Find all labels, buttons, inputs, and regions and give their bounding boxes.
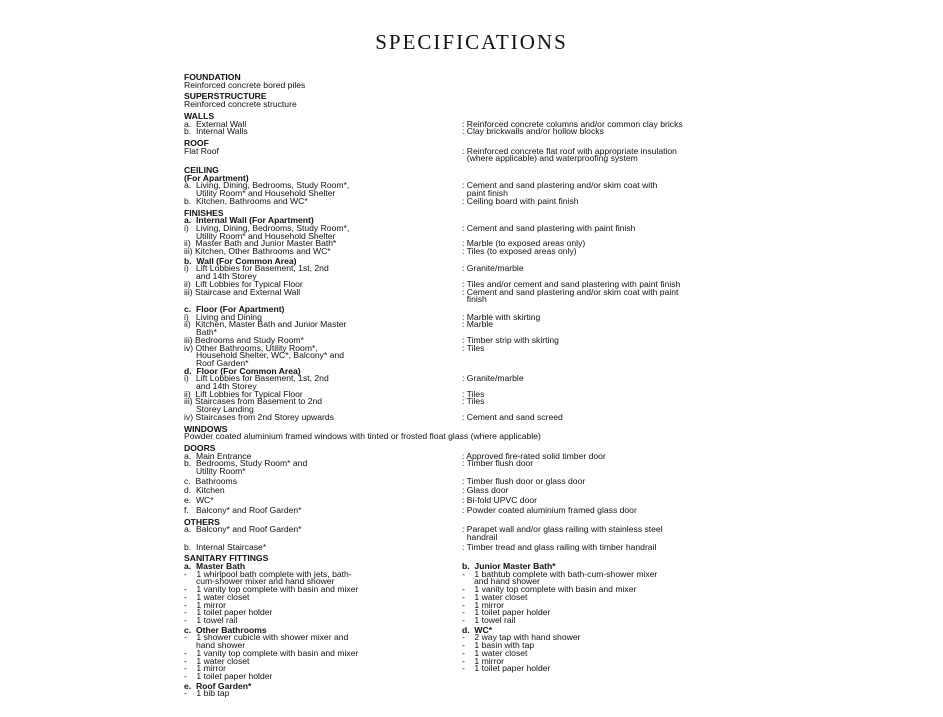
spec-item-value: : Bi-fold UPVC door bbox=[462, 495, 537, 506]
spec-item-label: - 1 water closet bbox=[462, 591, 528, 602]
spec-item-label: iv) Staircases from 2nd Storey upwards bbox=[184, 411, 334, 422]
spec-item-value: paint finish bbox=[462, 188, 508, 199]
spec-row bbox=[184, 128, 784, 136]
spec-item-label: b. Internal Staircase* bbox=[184, 541, 267, 552]
spec-row bbox=[184, 504, 784, 515]
spec-item-label: iii) Staircases from Basement to 2nd bbox=[184, 396, 323, 407]
spec-item-value: : Granite/marble bbox=[462, 373, 524, 384]
spec-item-label: Storey Landing bbox=[184, 404, 254, 415]
spec-row bbox=[184, 617, 462, 625]
spec-row bbox=[184, 541, 784, 552]
spec-row bbox=[184, 670, 462, 681]
specifications-body bbox=[184, 74, 784, 698]
spec-item-value: : Timber strip with skirting bbox=[462, 334, 559, 345]
spec-item-label: ROOF bbox=[184, 137, 209, 148]
spec-row bbox=[184, 411, 784, 422]
spec-item-label: and 14th Storey bbox=[184, 271, 257, 282]
spec-item-value: : Timber flush door bbox=[462, 458, 534, 469]
spec-item-label: b. Kitchen, Bathrooms and WC* bbox=[184, 195, 308, 206]
spec-row bbox=[184, 375, 784, 383]
spec-item-label: - 1 mirror bbox=[184, 599, 227, 610]
spec-row bbox=[184, 690, 462, 698]
spec-item-value: : Ceiling board with paint finish bbox=[462, 195, 579, 206]
spec-item-value: : Cement and sand screed bbox=[462, 411, 563, 422]
spec-item-label: c. Other Bathrooms bbox=[184, 624, 267, 635]
spec-section bbox=[184, 207, 784, 426]
spec-row bbox=[462, 665, 762, 673]
spec-item-label: ii) Kitchen, Master Bath and Junior Master bbox=[184, 319, 347, 330]
spec-item-label: e. Roof Garden* bbox=[184, 680, 252, 691]
spec-row bbox=[184, 398, 784, 406]
spec-row bbox=[184, 265, 784, 273]
spec-item-label: - 2 way tap with hand shower bbox=[462, 632, 581, 643]
spec-item-label: e. WC* bbox=[184, 495, 214, 506]
spec-item-label: - 1 water closet bbox=[462, 647, 528, 658]
spec-item-value: : Tiles bbox=[462, 342, 485, 353]
spec-item-value: : Parapet wall and/or glass railing with stainless steel bbox=[462, 524, 663, 535]
spec-row bbox=[462, 647, 762, 658]
spec-item-label: - 1 toilet paper holder bbox=[184, 670, 273, 681]
spec-item-label: a. Living, Dining, Bedrooms, Study Room*, bbox=[184, 180, 350, 191]
spec-item-label: iii) Kitchen, Other Bathrooms and WC* bbox=[184, 246, 331, 257]
spec-item-label: ii) Lift Lobbies for Typical Floor bbox=[184, 388, 303, 399]
spec-item-label: WALLS bbox=[184, 110, 215, 121]
spec-item-label: SUPERSTRUCTURE bbox=[184, 91, 267, 102]
spec-item-label: b. Internal Walls bbox=[184, 126, 248, 137]
spec-section bbox=[184, 442, 784, 519]
spec-item-label: d. WC* bbox=[462, 624, 493, 635]
spec-item-value: : Tiles bbox=[462, 388, 485, 399]
spec-item-label: d. Floor (For Common Area) bbox=[184, 365, 301, 376]
spec-item-label: - 1 water closet bbox=[184, 591, 250, 602]
spec-item-label: Utility Room* and Household Shelter bbox=[184, 230, 336, 241]
spec-item-label: a. Master Bath bbox=[184, 561, 246, 572]
spec-row bbox=[184, 296, 784, 304]
spec-item-label: d. Kitchen bbox=[184, 485, 225, 496]
spec-row bbox=[184, 352, 784, 360]
spec-item-label: cum-shower mixer and hand shower bbox=[184, 576, 335, 587]
spec-row bbox=[184, 487, 784, 495]
spec-row bbox=[184, 433, 784, 441]
spec-item-label: i) Living and Dining bbox=[184, 311, 262, 322]
spec-item-value: : Glass door bbox=[462, 485, 509, 496]
spec-row bbox=[184, 468, 784, 476]
spec-item-label: and 14th Storey bbox=[184, 381, 257, 392]
spec-item-label: f. Balcony* and Roof Garden* bbox=[184, 504, 302, 515]
spec-item-value: (where applicable) and waterproofing system bbox=[462, 153, 638, 164]
spec-item-label: Flat Roof bbox=[184, 145, 219, 156]
spec-row bbox=[462, 591, 762, 602]
spec-item-label: Utility Room* and Household Shelter bbox=[184, 188, 336, 199]
spec-item-label: i) Lift Lobbies for Basement, 1st, 2nd bbox=[184, 373, 329, 384]
spec-item-label: - 1 whirlpool bath complete with jets, bath- bbox=[184, 568, 352, 579]
spec-item-value: : Marble with skirting bbox=[462, 311, 541, 322]
spec-heading bbox=[184, 167, 784, 175]
spec-item-value: : Marble bbox=[462, 319, 494, 330]
spec-item-label: a. Balcony* and Roof Garden* bbox=[184, 524, 302, 535]
spec-item-value: : Cement and sand plastering and/or skim coat with paint bbox=[462, 286, 679, 297]
spec-row bbox=[184, 460, 784, 468]
spec-item-value: : Marble (to exposed areas only) bbox=[462, 238, 586, 249]
spec-item-value: handrail bbox=[462, 531, 498, 542]
spec-row bbox=[184, 79, 784, 90]
spec-item-value: : Tiles (to exposed areas only) bbox=[462, 246, 577, 257]
spec-item-label: Reinforced concrete structure bbox=[184, 99, 297, 110]
spec-item-label: b. Junior Master Bath* bbox=[462, 561, 556, 572]
spec-item-label: DOORS bbox=[184, 442, 216, 453]
spec-item-label: - 1 toilet paper holder bbox=[462, 607, 551, 618]
spec-item-label: - 1 vanity top complete with basin and mixer bbox=[184, 584, 359, 595]
spec-item-label: OTHERS bbox=[184, 516, 220, 527]
spec-item-label: c. Floor (For Apartment) bbox=[184, 303, 285, 314]
spec-section bbox=[184, 423, 784, 445]
spec-item-label: Bath* bbox=[184, 327, 217, 338]
spec-section bbox=[184, 516, 784, 556]
spec-item-label: - 1 shower cubicle with shower mixer and bbox=[184, 632, 349, 643]
spec-item-label: (For Apartment) bbox=[184, 172, 249, 183]
spec-item-label: and hand shower bbox=[462, 576, 540, 587]
sanitary-right-column bbox=[462, 563, 762, 698]
spec-item-value: : Cement and sand plastering and/or skim coat with bbox=[462, 180, 658, 191]
spec-item-label: ii) Master Bath and Junior Master Bath* bbox=[184, 238, 337, 249]
spec-item-label: b. Wall (For Common Area) bbox=[184, 255, 297, 266]
spec-item-label: ii) Lift Lobbies for Typical Floor bbox=[184, 278, 303, 289]
sanitary-left-column bbox=[184, 563, 462, 698]
spec-item-label: iii) Staircase and External Wall bbox=[184, 286, 301, 297]
spec-item-label: a. External Wall bbox=[184, 118, 247, 129]
sanitary-heading: SANITARY FITTINGS bbox=[184, 553, 269, 564]
spec-item-label: iv) Other Bathrooms, Utility Room*, bbox=[184, 342, 318, 353]
spec-item-value: : Cement and sand plastering with paint finish bbox=[462, 222, 636, 233]
spec-item-label: FINISHES bbox=[184, 207, 224, 218]
spec-section bbox=[184, 93, 784, 112]
spec-item-value: : Tiles and/or cement and sand plastering with paint finish bbox=[462, 278, 681, 289]
spec-item-label: - 1 toilet paper holder bbox=[462, 663, 551, 674]
spec-item-value: : Granite/marble bbox=[462, 263, 524, 274]
spec-item-label: - 1 mirror bbox=[462, 655, 505, 666]
spec-row bbox=[184, 475, 784, 486]
spec-item-label: c. Bathrooms bbox=[184, 475, 238, 486]
spec-row bbox=[184, 195, 784, 206]
spec-row bbox=[462, 617, 762, 625]
spec-row bbox=[184, 155, 784, 163]
page-title: SPECIFICATIONS bbox=[375, 30, 568, 54]
spec-row bbox=[184, 248, 784, 256]
spec-item-label: iii) Bedrooms and Study Room* bbox=[184, 334, 304, 345]
spec-item-label: Household Shelter, WC*, Balcony* and bbox=[184, 350, 345, 361]
spec-item-label: Roof Garden* bbox=[184, 357, 249, 368]
spec-item-label: hand shower bbox=[184, 640, 246, 651]
spec-item-label: FOUNDATION bbox=[184, 72, 241, 82]
spec-section bbox=[184, 110, 784, 140]
spec-item-label: - 1 water closet bbox=[184, 655, 250, 666]
spec-item-value: : Approved fire-rated solid timber door bbox=[462, 450, 606, 461]
spec-item-label: - 1 basin with tap bbox=[462, 640, 535, 651]
spec-item-label: - 1 bib tap bbox=[184, 688, 230, 699]
spec-item-label: - 1 mirror bbox=[184, 663, 227, 674]
spec-item-value: : Timber tread and glass railing with timber handrail bbox=[462, 541, 657, 552]
spec-item-label: b. Bedrooms, Study Room* and bbox=[184, 458, 308, 469]
spec-item-label: a. Internal Wall (For Apartment) bbox=[184, 215, 314, 226]
spec-item-label: - 1 towel rail bbox=[184, 615, 238, 625]
spec-item-label: - 1 towel rail bbox=[462, 615, 516, 625]
spec-sections bbox=[184, 74, 784, 555]
spec-item-value: : Reinforced concrete flat roof with appropriate insulation bbox=[462, 145, 677, 156]
spec-item-label: - 1 toilet paper holder bbox=[184, 607, 273, 618]
spec-row bbox=[184, 321, 784, 329]
spec-item-label: i) Lift Lobbies for Basement, 1st, 2nd bbox=[184, 263, 329, 274]
spec-item-label: Reinforced concrete bored piles bbox=[184, 79, 306, 90]
spec-item-value: : Clay brickwalls and/or hollow blocks bbox=[462, 126, 604, 137]
spec-item-value: : Powder coated aluminium framed glass door bbox=[462, 504, 637, 515]
spec-item-label: CEILING bbox=[184, 165, 219, 176]
spec-item-label: Powder coated aluminium framed windows with tinted or frosted float glass (where applicable) bbox=[184, 431, 541, 442]
spec-section bbox=[184, 137, 784, 167]
spec-item-label: i) Living, Dining, Bedrooms, Study Room*, bbox=[184, 222, 350, 233]
spec-item-value: : Timber flush door or glass door bbox=[462, 475, 586, 486]
spec-item-label: - 1 bathtub complete with bath-cum-shower mixer bbox=[462, 568, 658, 579]
spec-row bbox=[184, 101, 784, 109]
spec-row bbox=[184, 497, 784, 505]
spec-section bbox=[184, 167, 784, 210]
spec-section bbox=[184, 74, 784, 93]
spec-item-value: : Tiles bbox=[462, 396, 485, 407]
spec-item-label: - 1 vanity top complete with basin and mixer bbox=[184, 647, 359, 658]
spec-item-label: - 1 vanity top complete with basin and mixer bbox=[462, 584, 637, 595]
spec-item-label: a. Main Entrance bbox=[184, 450, 252, 461]
spec-item-label: Utility Room* bbox=[184, 466, 246, 477]
spec-item-label: WINDOWS bbox=[184, 423, 228, 434]
spec-item-label: - 1 mirror bbox=[462, 599, 505, 610]
spec-item-value: : Reinforced concrete columns and/or common clay bricks bbox=[462, 118, 683, 129]
spec-row bbox=[184, 531, 784, 542]
sanitary-columns bbox=[184, 563, 784, 698]
spec-item-value: finish bbox=[462, 294, 487, 305]
